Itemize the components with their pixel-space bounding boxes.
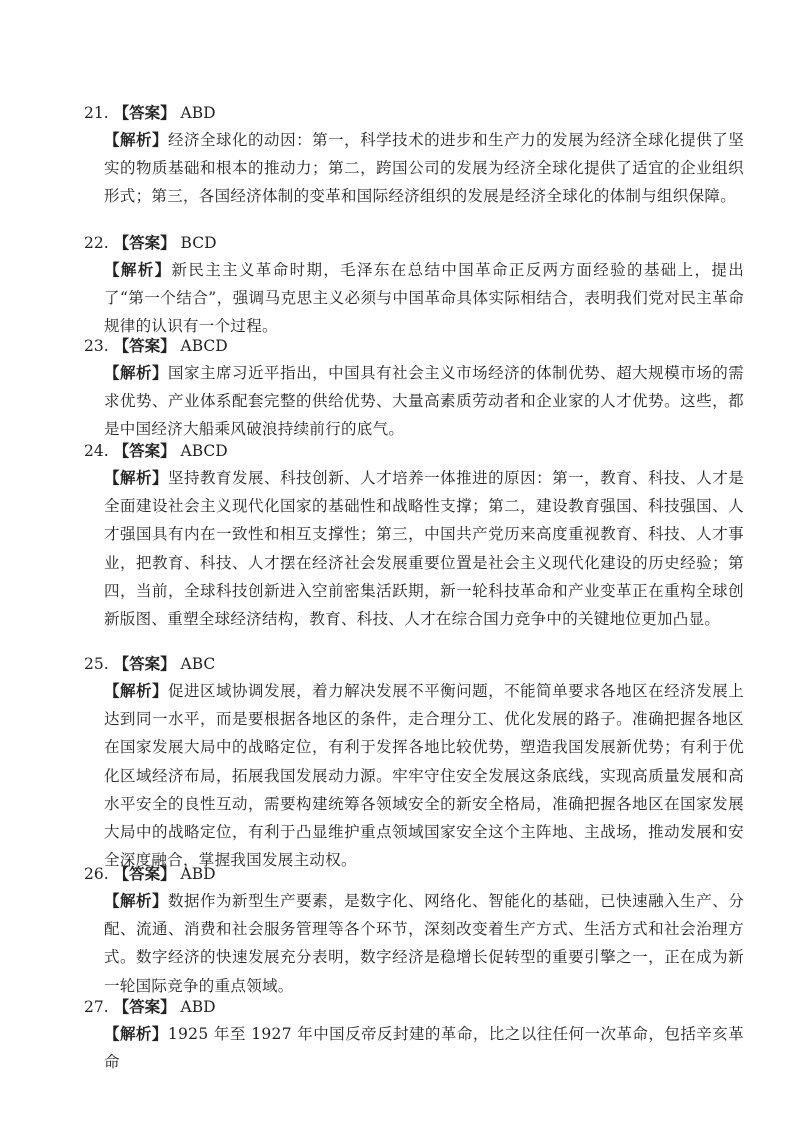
answer-entry-21 (84, 100, 744, 211)
answer-value: BCD (180, 234, 217, 252)
question-number: 27. (84, 998, 109, 1016)
answer-value: ABD (180, 104, 216, 122)
analysis-text: 促进区域协调发展，着力解决发展不平衡问题，不能简单要求各地区在经济发展上达到同一水平，而是要根据各地区的条件，走合理分工、优化发展的路子。准确把握各地区在国家发展大局中的战略定位，有利于发挥各地比较优势，塑造我国发展新优势；有利于优化区域经济布局，拓展我国发展动力源。牢牢守住安全发展这条底线，实现高质量发展和高水平安全的良性互动，需要构建统筹各领域安全的新安全格局，准确把握各地区在国家发展大局中的战略定位，有利于凸显维护重点领域国家安全这个主阵地、主战场，推动发展和安全深度融合，掌握我国发展主动权。 (104, 682, 744, 870)
analysis-text: 国家主席习近平指出，中国具有社会主义市场经济的体制优势、超大规模市场的需求优势、产业体系配套完整的供给优势、大量高素质劳动者和企业家的人才优势。这些，都是中国经济大船乘风破浪持续前行的底气。 (104, 364, 744, 439)
analysis-text: 新民主主义革命时期，毛泽东在总结中国革命正反两方面经验的基础上，提出了“第一个结合”，强调马克思主义必须与中国革命具体实际相结合，表明我们党对民主革命规律的认识有一个过程。 (104, 261, 744, 336)
analysis-label: 【解析】 (104, 681, 169, 700)
answer-entry-25 (84, 651, 744, 874)
answer-line (84, 651, 744, 677)
answer-label: 【答案】 (113, 654, 176, 673)
question-number: 21. (84, 104, 109, 122)
answer-line (84, 100, 744, 126)
answer-line (84, 861, 744, 887)
analysis-text: 1925 年至 1927 年中国反帝反封建的革命，比之以往任何一次革命，包括辛亥革命 (104, 1025, 745, 1072)
answer-entry-22 (84, 230, 744, 341)
question-number: 26. (84, 865, 109, 883)
question-number: 23. (84, 337, 109, 355)
analysis-paragraph (104, 126, 744, 211)
analysis-paragraph (104, 1020, 744, 1076)
analysis-label: 【解析】 (104, 891, 169, 910)
analysis-paragraph (104, 256, 744, 341)
analysis-paragraph (104, 887, 744, 1000)
answer-entry-26 (84, 861, 744, 1000)
answer-label: 【答案】 (113, 997, 176, 1016)
answer-line (84, 333, 744, 359)
answer-entry-23 (84, 333, 744, 444)
answer-value: ABCD (180, 442, 228, 460)
analysis-label: 【解析】 (104, 1024, 168, 1043)
question-number: 25. (84, 655, 109, 673)
analysis-label: 【解析】 (104, 468, 169, 487)
answer-line (84, 994, 744, 1020)
analysis-paragraph (104, 464, 744, 633)
answer-label: 【答案】 (113, 864, 176, 883)
answer-entry-27 (84, 994, 744, 1076)
analysis-text: 坚持教育发展、科技创新、人才培养一体推进的原因：第一，教育、科技、人才是全面建设社会主义现代化国家的基础性和战略性支撑；第二，建设教育强国、科技强国、人才强国具有内在一致性和相互支撑性；第三，中国共产党历来高度重视教育、科技、人才事业，把教育、科技、人才摆在经济社会发展重要位置是社会主义现代化建设的历史经验；第四，当前，全球科技创新进入空前密集活跃期，新一轮科技革命和产业变革正在重构全球创新版图、重塑全球经济结构，教育、科技、人才在综合国力竞争中的关键地位更加凸显。 (104, 469, 744, 629)
analysis-paragraph (104, 359, 744, 444)
answer-value: ABCD (180, 337, 228, 355)
answer-entry-24 (84, 438, 744, 633)
analysis-text: 数据作为新型生产要素，是数字化、网络化、智能化的基础，已快速融入生产、分配、流通、消费和社会服务管理等各个环节，深刻改变着生产方式、生活方式和社会治理方式。数字经济的快速发展充分表明，数字经济是稳增长促转型的重要引擎之一，正在成为新一轮国际竞争的重点领域。 (104, 892, 744, 995)
analysis-text: 经济全球化的动因：第一，科学技术的进步和生产力的发展为经济全球化提供了坚实的物质基础和根本的推动力；第二，跨国公司的发展为经济全球化提供了适宜的企业组织形式；第三，各国经济体制的变革和国际经济组织的发展是经济全球化的体制与组织保障。 (104, 131, 744, 206)
answer-line (84, 438, 744, 464)
answer-line (84, 230, 744, 256)
answer-label: 【答案】 (113, 336, 176, 355)
analysis-label: 【解析】 (104, 363, 169, 382)
answer-label: 【答案】 (113, 103, 176, 122)
question-number: 24. (84, 442, 109, 460)
answer-value: ABD (180, 865, 216, 883)
analysis-label: 【解析】 (104, 260, 172, 279)
answer-label: 【答案】 (113, 441, 176, 460)
answer-value: ABD (180, 998, 216, 1016)
analysis-label: 【解析】 (104, 130, 169, 149)
answer-value: ABC (180, 655, 216, 673)
analysis-paragraph (104, 677, 744, 874)
answer-label: 【答案】 (113, 233, 176, 252)
question-number: 22. (84, 234, 109, 252)
